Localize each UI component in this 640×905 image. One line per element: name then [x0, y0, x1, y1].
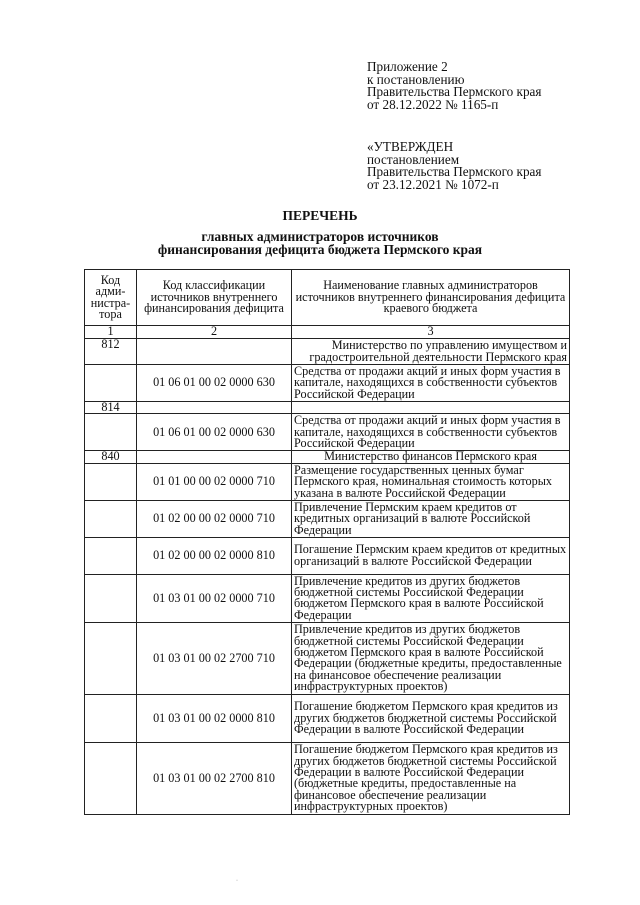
admin-code-cell — [85, 694, 137, 742]
name-cell: Министерство финансов Пермского края — [292, 451, 570, 463]
index-cell: 1 — [85, 326, 137, 339]
admin-code-cell: 840 — [85, 451, 137, 463]
document-subtitle — [0, 230, 640, 256]
table-row — [85, 414, 570, 451]
approval-line: Правительства Пермского края — [367, 164, 542, 179]
appendix-line: от 28.12.2022 № 1165-п — [367, 96, 499, 112]
classification-code-cell: 01 06 01 00 02 0000 630 — [137, 365, 292, 402]
name-cell: Размещение государственных ценных бумаг Пермского края, номинальная стоимость которых указана в валюте Российской Федерации — [292, 463, 570, 500]
admin-code-cell — [85, 463, 137, 500]
classification-code-cell — [137, 339, 292, 365]
table-row — [85, 451, 570, 463]
classification-code-cell: 01 03 01 00 02 2700 810 — [137, 742, 292, 814]
header-name: Наименование главных администраторов источников внутреннего финансирования дефицита краевого бюджета — [292, 270, 570, 326]
classification-code-cell: 01 03 01 00 02 2700 710 — [137, 622, 292, 694]
table-row — [85, 463, 570, 500]
header-admin-code: Код адми-нистра-тора — [85, 270, 137, 326]
appendix-line: Правительства Пермского края — [367, 84, 542, 99]
name-cell — [292, 402, 570, 414]
index-cell: 2 — [137, 326, 292, 339]
admin-code-cell — [85, 537, 137, 574]
name-cell: Привлечение кредитов из других бюджетов бюджетной системы Российской Федерации бюджетом Пермского края в валюте Российской Федерации — [292, 574, 570, 622]
name-cell: Привлечение кредитов из других бюджетов бюджетной системы Российской Федерации бюджетом Пермского края в валюте Российской Федерации (бюджетные кредиты, предоставленные на финансовое обеспечение реализации инфраструктурных проектов) — [292, 622, 570, 694]
table-row — [85, 365, 570, 402]
classification-code-cell: 01 02 00 00 02 0000 710 — [137, 500, 292, 537]
table-row — [85, 694, 570, 742]
classification-code-cell: 01 01 00 00 02 0000 710 — [137, 463, 292, 500]
classification-code-cell: 01 03 01 00 02 0000 810 — [137, 694, 292, 742]
table-row — [85, 574, 570, 622]
table-row — [85, 339, 570, 365]
approval-line: «УТВЕРЖДЕН — [367, 139, 454, 154]
document-title: ПЕРЕЧЕНЬ — [282, 208, 358, 223]
classification-code-cell — [137, 451, 292, 463]
index-cell: 3 — [292, 326, 570, 339]
classification-code-cell — [137, 402, 292, 414]
subtitle-line: финансирования дефицита бюджета Пермского края — [157, 242, 483, 257]
name-cell: Привлечение Пермским краем кредитов от кредитных организаций в валюте Российской Федерации — [292, 500, 570, 537]
classification-code-cell: 01 02 00 00 02 0000 810 — [137, 537, 292, 574]
admin-code-cell — [85, 365, 137, 402]
admin-code-cell: 812 — [85, 339, 137, 365]
admin-code-cell — [85, 622, 137, 694]
admin-code-cell — [85, 414, 137, 451]
header-classification-code: Код классификации источников внутреннего финансирования дефицита — [137, 270, 292, 326]
approval-line: постановлением — [367, 151, 460, 167]
name-cell: Министерство по управлению имуществом и градостроительной деятельности Пермского края — [292, 339, 570, 365]
appendix-block — [367, 61, 541, 111]
appendix-line: Приложение 2 — [367, 59, 448, 74]
subtitle-line: главных администраторов источников — [201, 229, 439, 244]
name-cell: Погашение бюджетом Пермского края кредитов из других бюджетов бюджетной системы Российской Федерации в валюте Российской Федерации — [292, 694, 570, 742]
admin-code-cell: 814 — [85, 402, 137, 414]
appendix-line: к постановлению — [367, 71, 465, 87]
admin-code-cell — [85, 574, 137, 622]
administrators-table — [84, 269, 570, 815]
name-cell: Средства от продажи акций и иных форм участия в капитале, находящихся в собственности субъектов Российской Федерации — [292, 414, 570, 451]
table-row — [85, 402, 570, 414]
scan-dot: · — [236, 878, 238, 884]
approval-block — [367, 141, 541, 191]
table-row — [85, 537, 570, 574]
name-cell: Погашение бюджетом Пермского края кредитов из других бюджетов бюджетной системы Российской Федерации в валюте Российской Федерации (бюджетные кредиты, предоставленные на финансовое обеспечение реализации инфраструктурных проектов) — [292, 742, 570, 814]
name-cell: Погашение Пермским краем кредитов от кредитных организаций в валюте Российской Федерации — [292, 537, 570, 574]
table-row — [85, 500, 570, 537]
admin-code-cell — [85, 500, 137, 537]
admin-code-cell — [85, 742, 137, 814]
name-cell: Средства от продажи акций и иных форм участия в капитале, находящихся в собственности субъектов Российской Федерации — [292, 365, 570, 402]
table-row — [85, 622, 570, 694]
classification-code-cell: 01 03 01 00 02 0000 710 — [137, 574, 292, 622]
table-row — [85, 742, 570, 814]
classification-code-cell: 01 06 01 00 02 0000 630 — [137, 414, 292, 451]
approval-line: от 23.12.2021 № 1072-п — [367, 176, 499, 192]
